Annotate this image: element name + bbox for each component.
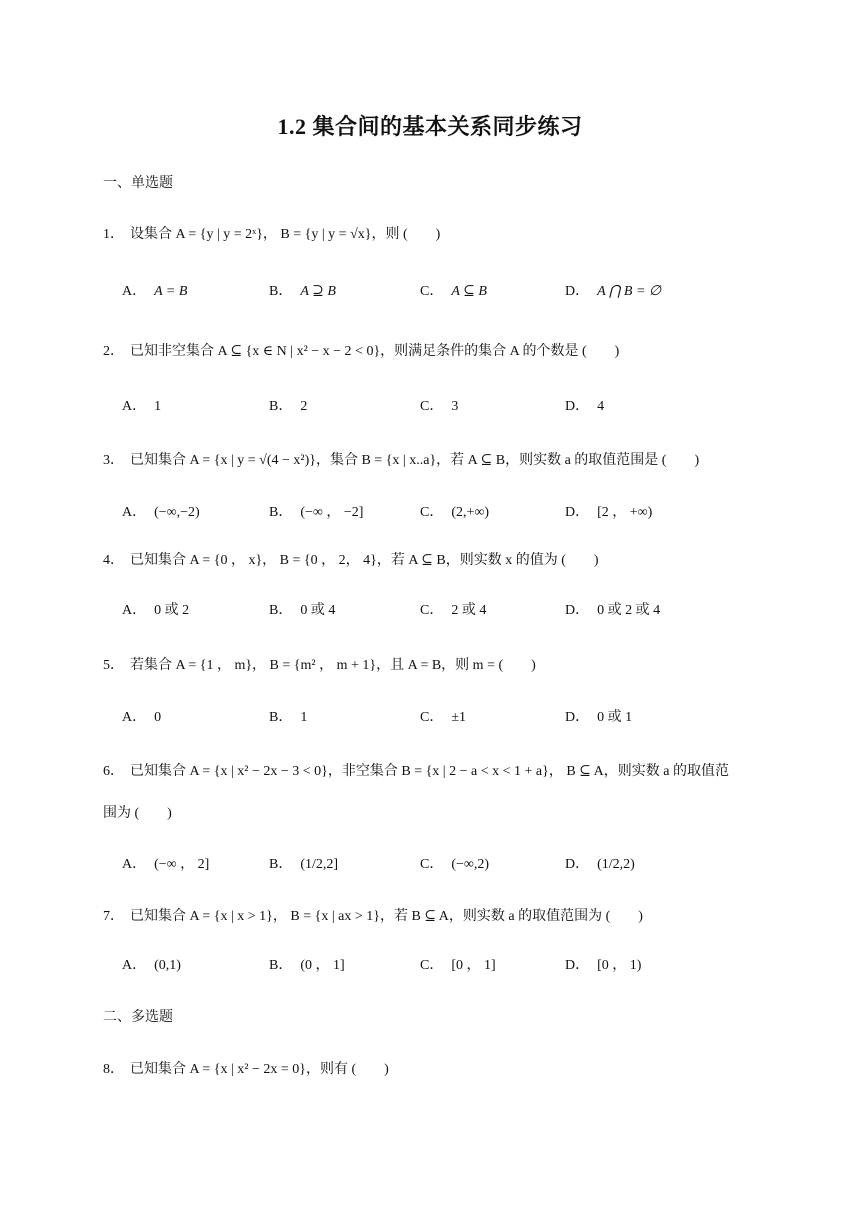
option-b[interactable]: B． (0 ， 1] xyxy=(269,958,345,973)
question-2 xyxy=(103,342,619,362)
section-heading-single-choice: 一、单选题 xyxy=(103,176,173,191)
option-d[interactable]: D． 4 xyxy=(565,399,605,414)
option-d[interactable]: D． [0 ， 1) xyxy=(565,958,642,973)
question-number: 3． xyxy=(103,453,124,468)
question-text: 已知集合 A = {x | y = √(4 − x²)}，集合 B = {x | x..a}，若 A ⊆ B，则实数 a 的取值范围是 ( ) xyxy=(130,453,700,468)
option-a[interactable]: A． (−∞ ， 2] xyxy=(122,857,210,872)
option-d[interactable]: D． [2 ， +∞) xyxy=(565,505,653,520)
option-c[interactable]: C． 3 xyxy=(420,399,459,414)
question-8 xyxy=(103,1060,389,1080)
option-a[interactable]: A． (0,1) xyxy=(122,958,181,973)
option-d[interactable]: D． A ⋂ B = ∅ xyxy=(565,284,662,299)
option-b[interactable]: B． (1/2,2] xyxy=(269,857,339,872)
option-b[interactable]: B． 0 或 4 xyxy=(269,603,336,618)
option-c[interactable]: C． (−∞,2) xyxy=(420,857,490,872)
question-number: 5． xyxy=(103,658,124,673)
question-text: 已知集合 A = {x | x² − 2x − 3 < 0}，非空集合 B = {x | 2 − a < x < 1 + a}， B ⊆ A，则实数 a 的取值范 xyxy=(130,764,729,779)
option-a[interactable]: A． 1 xyxy=(122,399,162,414)
option-b[interactable]: B． 1 xyxy=(269,710,308,725)
question-number: 1． xyxy=(103,227,124,242)
option-c[interactable]: C． A ⊆ B xyxy=(420,284,487,299)
question-text: 已知集合 A = {x | x > 1}， B = {x | ax > 1}，若 B ⊆ A，则实数 a 的取值范围为 ( ) xyxy=(130,909,643,924)
option-a[interactable]: A． (−∞,−2) xyxy=(122,505,200,520)
question-6 xyxy=(103,762,729,782)
question-1 xyxy=(103,225,440,245)
question-number: 2． xyxy=(103,344,124,359)
option-c[interactable]: C． (2,+∞) xyxy=(420,505,490,520)
option-a[interactable]: A． 0 或 2 xyxy=(122,603,190,618)
option-b[interactable]: B． A ⊇ B xyxy=(269,284,336,299)
question-7 xyxy=(103,907,643,927)
section-heading-multiple-choice: 二、多选题 xyxy=(103,1010,173,1025)
option-c[interactable]: C． 2 或 4 xyxy=(420,603,487,618)
option-b[interactable]: B． (−∞ ， −2] xyxy=(269,505,364,520)
question-text: 设集合 A = {y | y = 2ˣ}， B = {y | y = √x}，则 ( ) xyxy=(130,227,441,242)
question-3 xyxy=(103,451,699,471)
option-b[interactable]: B． 2 xyxy=(269,399,308,414)
option-d[interactable]: D． 0 或 1 xyxy=(565,710,633,725)
question-text: 已知非空集合 A ⊆ {x ∈ N | x² − x − 2 < 0}，则满足条件的集合 A 的个数是 ( ) xyxy=(130,344,620,359)
option-a[interactable]: A． A = B xyxy=(122,284,188,299)
question-number: 4． xyxy=(103,553,124,568)
question-number: 7． xyxy=(103,909,124,924)
question-text: 若集合 A = {1 ， m}， B = {m² ， m + 1}，且 A = B，则 m = ( ) xyxy=(130,658,536,673)
option-c[interactable]: C． [0 ， 1] xyxy=(420,958,496,973)
question-number: 8． xyxy=(103,1062,124,1077)
question-number: 6． xyxy=(103,764,124,779)
option-a[interactable]: A． 0 xyxy=(122,710,162,725)
question-4 xyxy=(103,551,599,571)
question-text: 已知集合 A = {x | x² − 2x = 0}，则有 ( ) xyxy=(130,1062,389,1077)
page-title: 1.2 集合间的基本关系同步练习 xyxy=(277,114,583,139)
question-text: 已知集合 A = {0 ， x}， B = {0 ， 2， 4}，若 A ⊆ B，则实数 x 的值为 ( ) xyxy=(130,553,599,568)
option-d[interactable]: D． 0 或 2 或 4 xyxy=(565,603,661,618)
option-d[interactable]: D． (1/2,2) xyxy=(565,857,635,872)
question-5 xyxy=(103,656,536,676)
question-6-continued: 围为 ( ) xyxy=(103,806,172,821)
option-c[interactable]: C． ±1 xyxy=(420,710,467,725)
